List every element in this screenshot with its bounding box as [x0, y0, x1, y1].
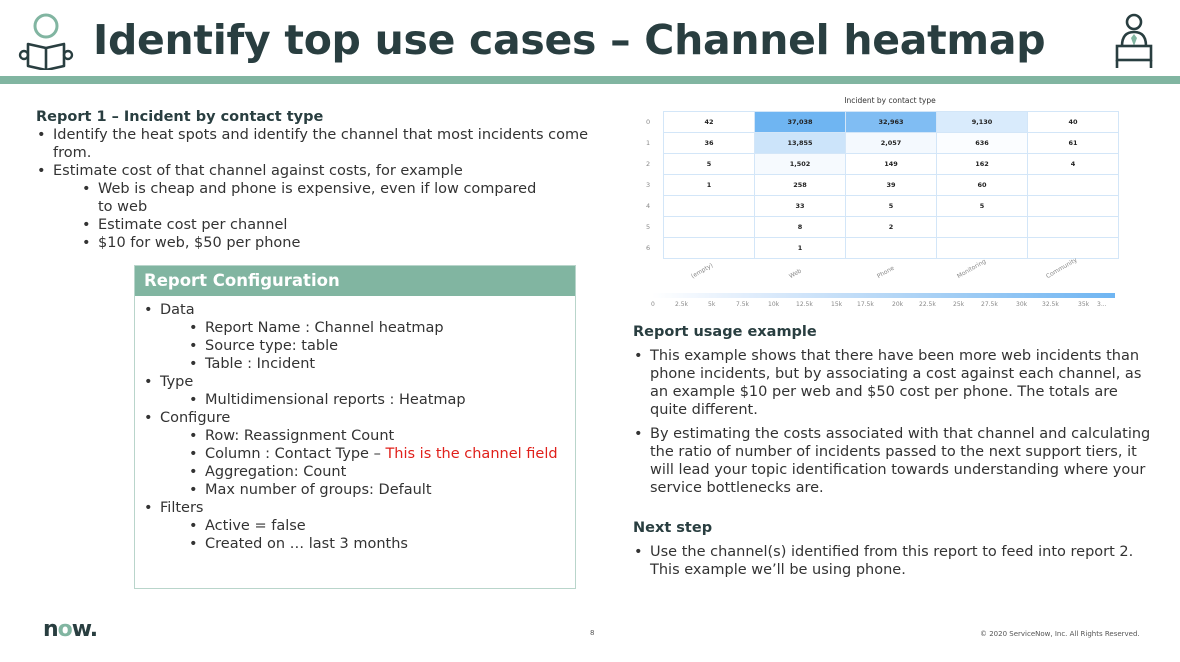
heatmap-cell[interactable]: 13,855 [755, 133, 846, 154]
config-item: • Table : Incident [188, 355, 567, 373]
legend-tick: 35k [1078, 301, 1090, 308]
config-section-type [143, 373, 567, 409]
row-label: 4 [646, 202, 651, 210]
heatmap-cell[interactable]: 5 [846, 196, 937, 217]
legend-tick: 15k [831, 301, 843, 308]
heatmap-cell[interactable]: 258 [755, 175, 846, 196]
legend-tick: 3... [1097, 301, 1107, 308]
heatmap-cell[interactable]: 1,502 [755, 154, 846, 175]
usage-bullet: • By estimating the costs associated with that channel and calculating the ratio of number of incidents passed to the next support tiers, it will lead your topic identification towards understanding where your service bottlenecks are. [633, 425, 1153, 497]
row-label: 3 [646, 181, 651, 189]
slide-header [0, 0, 1180, 76]
report1-sub-bullet: • Estimate cost per channel [81, 216, 596, 234]
heatmap-cell[interactable]: 1 [664, 175, 755, 196]
config-section-label: Data [160, 302, 195, 318]
copyright: © 2020 ServiceNow, Inc. All Rights Reserved. [980, 630, 1140, 638]
heatmap-cell[interactable]: 39 [846, 175, 937, 196]
legend-tick: 10k [768, 301, 780, 308]
heatmap-cell[interactable] [664, 217, 755, 238]
config-item: • Source type: table [188, 337, 567, 355]
report1-sub-bullet: • Web is cheap and phone is expensive, even if low compared to web [81, 180, 541, 216]
heatmap-cell[interactable]: 5 [664, 154, 755, 175]
legend-tick: 2.5k [675, 301, 689, 308]
config-item: • Multidimensional reports : Heatmap [188, 391, 567, 409]
report1-bullet: • Identify the heat spots and identify the channel that most incidents come from. [36, 126, 596, 162]
next-step-heading: Next step [633, 520, 713, 536]
logo-w: w. [71, 617, 98, 642]
heatmap-cell[interactable]: 2 [846, 217, 937, 238]
heatmap-cell[interactable]: 162 [937, 154, 1028, 175]
report1-bullet [36, 162, 596, 252]
next-step-section [633, 519, 1153, 579]
column-label: Community [1045, 256, 1079, 281]
heatmap-cell[interactable]: 5 [937, 196, 1028, 217]
heatmap-row [664, 133, 1119, 154]
usage-section [633, 323, 1153, 579]
row-label: 5 [646, 223, 651, 231]
config-item [188, 445, 567, 463]
heatmap-cell[interactable]: 61 [1028, 133, 1119, 154]
logo-o: o [57, 617, 72, 642]
heatmap-cell[interactable] [664, 196, 755, 217]
row-label: 1 [646, 139, 651, 147]
config-section-data [143, 301, 567, 373]
heatmap-row [664, 196, 1119, 217]
column-label: Phone [876, 264, 896, 281]
heatmap-cell[interactable]: 37,038 [755, 112, 846, 133]
config-item: • Max number of groups: Default [188, 481, 567, 499]
config-item: • Aggregation: Count [188, 463, 567, 481]
row-label: 6 [646, 244, 651, 252]
config-item: • Report Name : Channel heatmap [188, 319, 567, 337]
usage-bullet: • This example shows that there have been more web incidents than phone incidents, but by associating a cost against each channel, as an example $10 per web and $50 cost per phone. The totals are quite different. [633, 347, 1153, 419]
heatmap-row [664, 112, 1119, 133]
legend-tick: 22.5k [919, 301, 936, 308]
config-heading: Report Configuration [135, 266, 575, 296]
report-configuration-panel [134, 265, 576, 589]
heatmap-cell[interactable]: 2,057 [846, 133, 937, 154]
agent-at-desk-icon [1112, 12, 1156, 70]
legend-ticks [648, 301, 1118, 311]
heatmap-cell[interactable] [664, 238, 755, 259]
page-title: Identify top use cases – Channel heatmap [93, 16, 1046, 64]
legend-tick: 0 [651, 301, 655, 308]
row-label: 2 [646, 160, 651, 168]
reader-book-icon [18, 10, 74, 70]
heatmap-cell[interactable]: 60 [937, 175, 1028, 196]
heatmap-cell[interactable]: 149 [846, 154, 937, 175]
heatmap-cell[interactable] [937, 217, 1028, 238]
heatmap-cell[interactable]: 4 [1028, 154, 1119, 175]
column-label: (empty) [690, 262, 715, 281]
channel-field-note: This is the channel field [385, 446, 558, 462]
legend-tick: 7.5k [736, 301, 750, 308]
heatmap-cell[interactable]: 42 [664, 112, 755, 133]
config-item-text: Column : Contact Type – [205, 446, 381, 462]
config-section-label: Filters [160, 500, 204, 516]
heatmap-chart [640, 92, 1140, 312]
heatmap-row [664, 217, 1119, 238]
chart-title: Incident by contact type [844, 96, 936, 105]
legend-tick: 32.5k [1042, 301, 1059, 308]
heatmap-cell[interactable]: 36 [664, 133, 755, 154]
config-section-configure [143, 409, 567, 499]
report1-bullet-text: Estimate cost of that channel against costs, for example [53, 163, 463, 179]
heatmap-cell[interactable]: 8 [755, 217, 846, 238]
report1-heading: Report 1 – Incident by contact type [36, 109, 324, 125]
config-item: • Active = false [188, 517, 567, 535]
report1-sub-bullet: • $10 for web, $50 per phone [81, 234, 596, 252]
config-item: • Created on … last 3 months [188, 535, 567, 553]
heatmap-cell[interactable]: 40 [1028, 112, 1119, 133]
color-scale-legend [652, 293, 1115, 298]
heatmap-cell[interactable]: 9,130 [937, 112, 1028, 133]
config-section-label: Configure [160, 410, 231, 426]
column-label: Web [788, 267, 803, 281]
heatmap-cell[interactable]: 636 [937, 133, 1028, 154]
heatmap-cell[interactable] [937, 238, 1028, 259]
row-label: 0 [646, 118, 651, 126]
heatmap-cell[interactable]: 33 [755, 196, 846, 217]
next-step-bullet: • Use the channel(s) identified from this report to feed into report 2. This example we’ll be using phone. [633, 543, 1153, 579]
legend-tick: 17.5k [857, 301, 874, 308]
legend-tick: 30k [1016, 301, 1028, 308]
page-number: 8 [590, 629, 595, 637]
column-label: Monitoring [956, 257, 988, 281]
logo-n: n [43, 617, 58, 642]
legend-tick: 20k [892, 301, 904, 308]
heatmap-cell[interactable] [1028, 217, 1119, 238]
heatmap-cell[interactable] [846, 238, 937, 259]
heatmap-row [664, 238, 1119, 259]
legend-tick: 5k [708, 301, 716, 308]
heatmap-cell[interactable] [1028, 238, 1119, 259]
heatmap-row [664, 175, 1119, 196]
servicenow-logo [43, 617, 97, 642]
usage-heading: Report usage example [633, 324, 817, 340]
legend-tick: 27.5k [981, 301, 998, 308]
heatmap-cell[interactable] [1028, 175, 1119, 196]
legend-tick: 25k [953, 301, 965, 308]
config-item: • Row: Reassignment Count [188, 427, 567, 445]
heatmap-cell[interactable]: 32,963 [846, 112, 937, 133]
title-divider [0, 76, 1180, 84]
legend-tick: 12.5k [796, 301, 813, 308]
heatmap-grid [663, 111, 1119, 259]
heatmap-cell[interactable]: 1 [755, 238, 846, 259]
heatmap-row [664, 154, 1119, 175]
heatmap-cell[interactable] [1028, 196, 1119, 217]
config-section-label: Type [160, 374, 194, 390]
config-section-filters [143, 499, 567, 553]
report1-section [36, 108, 596, 252]
